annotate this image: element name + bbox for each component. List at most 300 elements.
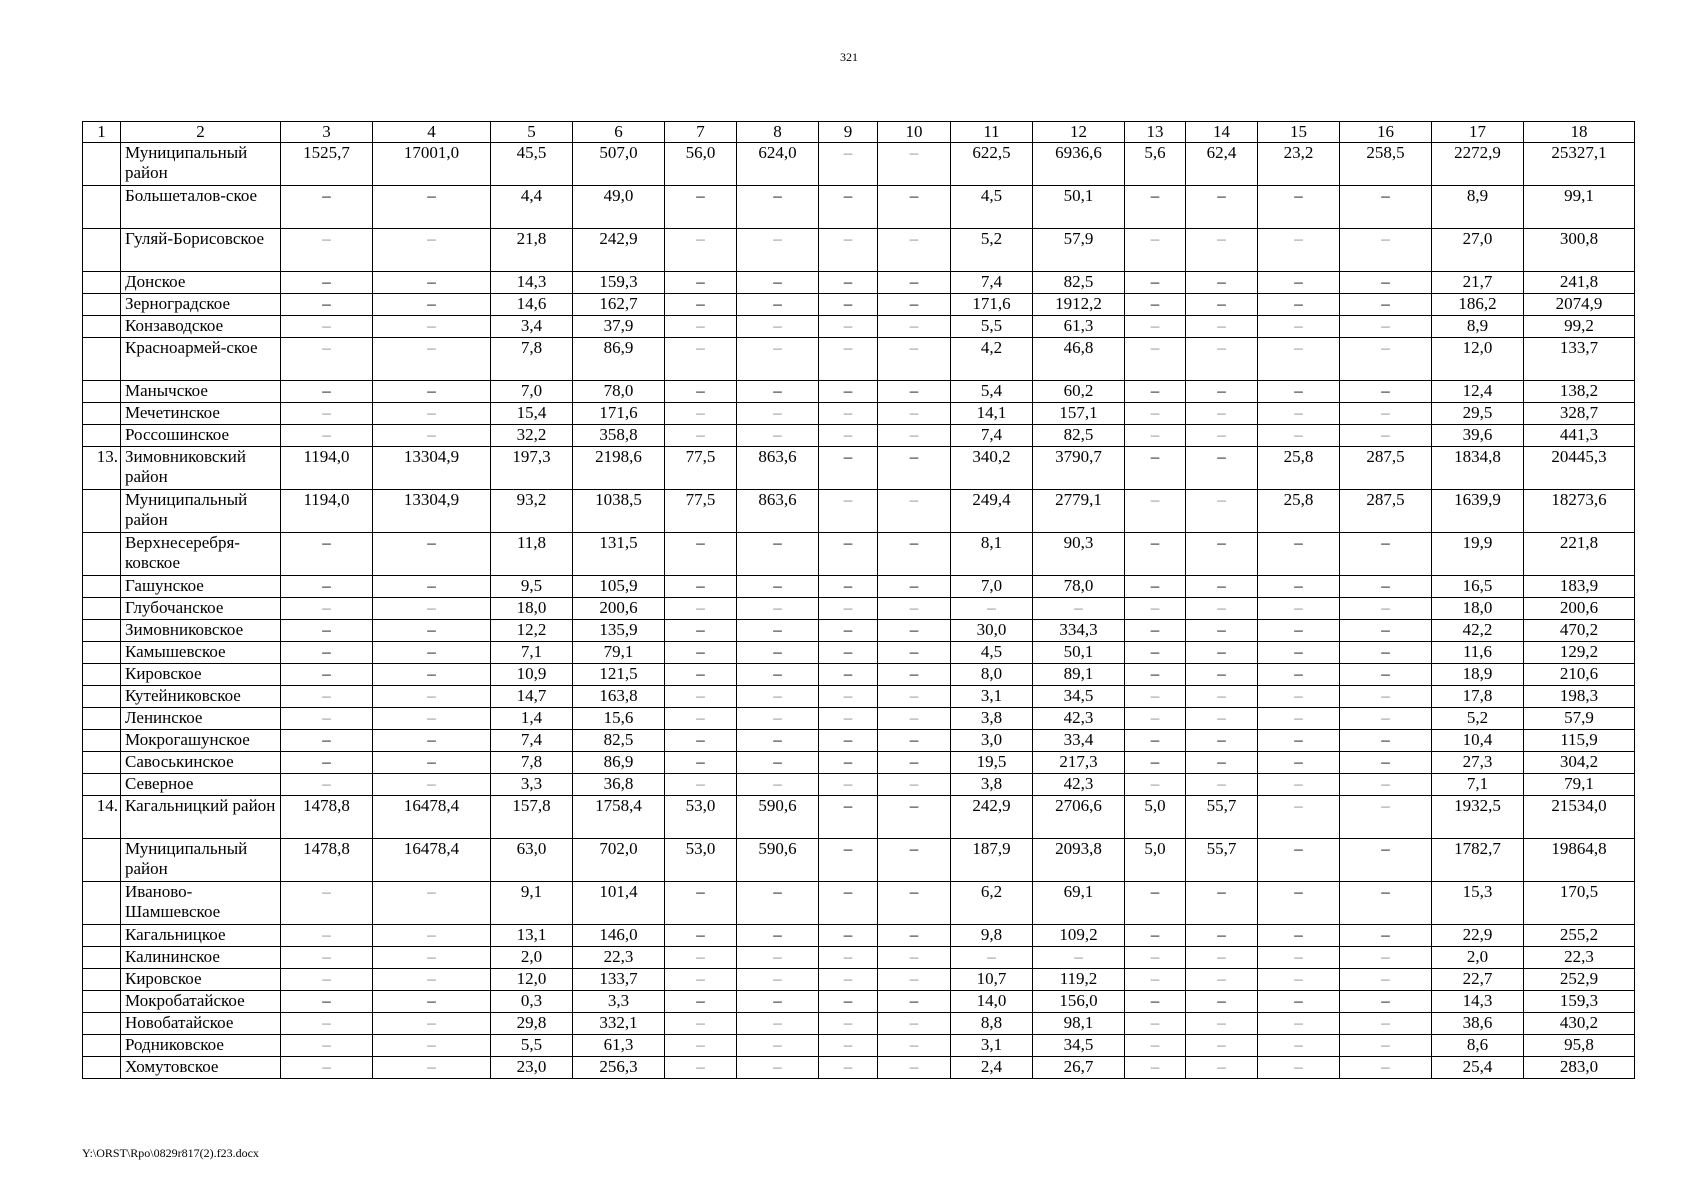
table-cell: 38,6 bbox=[1432, 1013, 1524, 1035]
table-cell: – bbox=[373, 642, 491, 664]
table-cell: – bbox=[1186, 316, 1258, 338]
column-header: 6 bbox=[573, 122, 665, 143]
table-cell: 19,5 bbox=[951, 752, 1033, 774]
table-cell: – bbox=[1258, 925, 1340, 947]
table-cell: 4,4 bbox=[491, 186, 573, 229]
table-cell: – bbox=[878, 642, 951, 664]
table-cell: – bbox=[878, 991, 951, 1013]
table-cell: 6936,6 bbox=[1033, 143, 1125, 186]
table-cell: 157,8 bbox=[491, 796, 573, 839]
table-cell: 1782,7 bbox=[1432, 839, 1524, 882]
table-cell: – bbox=[1340, 1013, 1432, 1035]
table-cell: – bbox=[819, 796, 878, 839]
table-cell: – bbox=[1186, 991, 1258, 1013]
table-cell: 332,1 bbox=[573, 1013, 665, 1035]
table-cell: – bbox=[373, 316, 491, 338]
table-cell: 77,5 bbox=[665, 447, 737, 490]
table-cell: – bbox=[878, 490, 951, 533]
column-header: 15 bbox=[1258, 122, 1340, 143]
table-cell: – bbox=[1258, 796, 1340, 839]
table-cell: 6,2 bbox=[951, 882, 1033, 925]
table-cell: – bbox=[819, 620, 878, 642]
table-cell: – bbox=[281, 620, 373, 642]
row-name: Северное bbox=[121, 774, 281, 796]
table-cell: – bbox=[1340, 664, 1432, 686]
table-cell: – bbox=[878, 969, 951, 991]
table-cell: – bbox=[1258, 839, 1340, 882]
table-cell: 186,2 bbox=[1432, 294, 1524, 316]
row-name: Конзаводское bbox=[121, 316, 281, 338]
table-cell: – bbox=[665, 1035, 737, 1057]
table-cell: – bbox=[1033, 947, 1125, 969]
table-cell: 131,5 bbox=[573, 533, 665, 576]
table-cell: – bbox=[281, 882, 373, 925]
table-cell: – bbox=[819, 229, 878, 272]
table-cell: – bbox=[1186, 969, 1258, 991]
table-cell: – bbox=[373, 1035, 491, 1057]
column-header: 13 bbox=[1125, 122, 1186, 143]
table-cell: – bbox=[281, 969, 373, 991]
table-cell: 2706,6 bbox=[1033, 796, 1125, 839]
row-index bbox=[83, 316, 121, 338]
table-row bbox=[83, 686, 1635, 708]
table-cell: – bbox=[665, 338, 737, 381]
column-header: 4 bbox=[373, 122, 491, 143]
table-cell: 8,9 bbox=[1432, 186, 1524, 229]
table-cell: 14,3 bbox=[1432, 991, 1524, 1013]
table-row bbox=[83, 1035, 1635, 1057]
table-cell: – bbox=[1186, 533, 1258, 576]
table-cell: – bbox=[1125, 533, 1186, 576]
table-cell: 99,1 bbox=[1524, 186, 1635, 229]
table-cell: 1478,8 bbox=[281, 839, 373, 882]
table-cell: – bbox=[373, 620, 491, 642]
table-cell: – bbox=[1258, 1013, 1340, 1035]
column-header: 9 bbox=[819, 122, 878, 143]
row-index bbox=[83, 381, 121, 403]
table-cell: 1525,7 bbox=[281, 143, 373, 186]
row-index bbox=[83, 229, 121, 272]
row-index bbox=[83, 664, 121, 686]
table-cell: – bbox=[1125, 1035, 1186, 1057]
table-cell: 18,0 bbox=[1432, 598, 1524, 620]
table-cell: 55,7 bbox=[1186, 796, 1258, 839]
table-cell: – bbox=[1125, 403, 1186, 425]
table-cell: 61,3 bbox=[573, 1035, 665, 1057]
table-cell: – bbox=[1340, 403, 1432, 425]
table-cell: – bbox=[1340, 598, 1432, 620]
table-cell: – bbox=[737, 947, 819, 969]
table-cell: 1194,0 bbox=[281, 490, 373, 533]
table-cell: – bbox=[1340, 991, 1432, 1013]
table-cell: – bbox=[373, 229, 491, 272]
table-cell: – bbox=[737, 969, 819, 991]
table-cell: – bbox=[281, 1057, 373, 1079]
table-cell: – bbox=[737, 752, 819, 774]
table-cell: – bbox=[1125, 969, 1186, 991]
table-cell: 19864,8 bbox=[1524, 839, 1635, 882]
table-cell: – bbox=[1125, 186, 1186, 229]
table-cell: – bbox=[373, 752, 491, 774]
table-cell: 18,0 bbox=[491, 598, 573, 620]
row-index: 13. bbox=[83, 447, 121, 490]
table-cell: – bbox=[737, 664, 819, 686]
row-index bbox=[83, 642, 121, 664]
table-cell: – bbox=[1186, 1035, 1258, 1057]
table-row bbox=[83, 925, 1635, 947]
table-row bbox=[83, 796, 1635, 839]
table-cell: 60,2 bbox=[1033, 381, 1125, 403]
row-index bbox=[83, 839, 121, 882]
table-cell: – bbox=[1258, 338, 1340, 381]
table-cell: – bbox=[665, 533, 737, 576]
table-cell: – bbox=[1258, 316, 1340, 338]
table-cell: 25,8 bbox=[1258, 447, 1340, 490]
table-cell: – bbox=[1258, 381, 1340, 403]
table-cell: 50,1 bbox=[1033, 186, 1125, 229]
row-index bbox=[83, 294, 121, 316]
table-cell: – bbox=[373, 664, 491, 686]
table-cell: 7,4 bbox=[951, 272, 1033, 294]
table-row bbox=[83, 447, 1635, 490]
table-cell: – bbox=[878, 425, 951, 447]
table-cell: – bbox=[1258, 664, 1340, 686]
table-cell: 37,9 bbox=[573, 316, 665, 338]
table-cell: 13304,9 bbox=[373, 447, 491, 490]
table-cell: – bbox=[819, 1057, 878, 1079]
table-cell: 1932,5 bbox=[1432, 796, 1524, 839]
table-cell: 22,9 bbox=[1432, 925, 1524, 947]
table-cell: – bbox=[819, 447, 878, 490]
table-cell: 55,7 bbox=[1186, 839, 1258, 882]
table-cell: 7,4 bbox=[951, 425, 1033, 447]
table-cell: – bbox=[1125, 620, 1186, 642]
table-header-row bbox=[83, 122, 1635, 143]
table-cell: 17,8 bbox=[1432, 686, 1524, 708]
table-cell: – bbox=[281, 272, 373, 294]
row-index bbox=[83, 272, 121, 294]
table-cell: – bbox=[878, 598, 951, 620]
table-cell: – bbox=[737, 686, 819, 708]
table-cell: – bbox=[1340, 1057, 1432, 1079]
row-name: Кутейниковское bbox=[121, 686, 281, 708]
table-cell: – bbox=[1186, 882, 1258, 925]
row-index bbox=[83, 991, 121, 1013]
table-cell: 82,5 bbox=[1033, 425, 1125, 447]
table-cell: – bbox=[1125, 991, 1186, 1013]
table-cell: – bbox=[665, 664, 737, 686]
row-name: Савоськинское bbox=[121, 752, 281, 774]
row-index bbox=[83, 1057, 121, 1079]
table-cell: 86,9 bbox=[573, 752, 665, 774]
table-cell: 25,8 bbox=[1258, 490, 1340, 533]
table-cell: – bbox=[281, 708, 373, 730]
table-cell: – bbox=[1186, 925, 1258, 947]
table-cell: 300,8 bbox=[1524, 229, 1635, 272]
table-cell: 702,0 bbox=[573, 839, 665, 882]
table-cell: – bbox=[737, 316, 819, 338]
table-cell: 57,9 bbox=[1033, 229, 1125, 272]
row-index bbox=[83, 143, 121, 186]
table-cell: 10,9 bbox=[491, 664, 573, 686]
table-cell: – bbox=[819, 708, 878, 730]
row-index bbox=[83, 947, 121, 969]
table-cell: – bbox=[819, 774, 878, 796]
table-cell: – bbox=[737, 991, 819, 1013]
table-cell: – bbox=[1340, 381, 1432, 403]
table-cell: 13,1 bbox=[491, 925, 573, 947]
table-cell: – bbox=[1125, 272, 1186, 294]
table-cell: – bbox=[665, 925, 737, 947]
table-cell: – bbox=[665, 708, 737, 730]
table-cell: 470,2 bbox=[1524, 620, 1635, 642]
table-cell: – bbox=[373, 1057, 491, 1079]
table-cell: – bbox=[1186, 186, 1258, 229]
table-cell: – bbox=[1125, 316, 1186, 338]
row-name: Мокрогашунское bbox=[121, 730, 281, 752]
table-cell: – bbox=[373, 969, 491, 991]
table-cell: – bbox=[665, 1013, 737, 1035]
table-cell: – bbox=[665, 752, 737, 774]
table-cell: 50,1 bbox=[1033, 642, 1125, 664]
row-name: Манычское bbox=[121, 381, 281, 403]
table-cell: 10,7 bbox=[951, 969, 1033, 991]
table-cell: – bbox=[1186, 294, 1258, 316]
table-cell: – bbox=[281, 381, 373, 403]
data-table bbox=[82, 121, 1635, 1079]
column-header: 1 bbox=[83, 122, 121, 143]
table-cell: – bbox=[1258, 1035, 1340, 1057]
table-cell: – bbox=[1125, 774, 1186, 796]
table-cell: – bbox=[1258, 642, 1340, 664]
table-cell: – bbox=[1340, 576, 1432, 598]
table-cell: – bbox=[878, 708, 951, 730]
row-index bbox=[83, 598, 121, 620]
table-cell: 242,9 bbox=[951, 796, 1033, 839]
table-cell: – bbox=[373, 272, 491, 294]
table-cell: – bbox=[1125, 730, 1186, 752]
table-cell: 129,2 bbox=[1524, 642, 1635, 664]
table-cell: – bbox=[1258, 272, 1340, 294]
row-index bbox=[83, 425, 121, 447]
table-cell: – bbox=[1125, 338, 1186, 381]
table-cell: 18,9 bbox=[1432, 664, 1524, 686]
table-cell: – bbox=[819, 381, 878, 403]
table-cell: – bbox=[1125, 752, 1186, 774]
table-cell: – bbox=[281, 598, 373, 620]
table-cell: – bbox=[1125, 294, 1186, 316]
table-cell: – bbox=[281, 186, 373, 229]
table-cell: 1,4 bbox=[491, 708, 573, 730]
table-cell: – bbox=[737, 533, 819, 576]
table-row bbox=[83, 425, 1635, 447]
table-cell: 4,5 bbox=[951, 642, 1033, 664]
column-header: 2 bbox=[121, 122, 281, 143]
row-name: Мечетинское bbox=[121, 403, 281, 425]
row-name: Донское bbox=[121, 272, 281, 294]
table-cell: 25327,1 bbox=[1524, 143, 1635, 186]
table-cell: – bbox=[1258, 708, 1340, 730]
table-cell: 2,0 bbox=[1432, 947, 1524, 969]
table-cell: – bbox=[878, 294, 951, 316]
column-header: 12 bbox=[1033, 122, 1125, 143]
table-cell: – bbox=[665, 947, 737, 969]
table-cell: 23,0 bbox=[491, 1057, 573, 1079]
table-cell: – bbox=[373, 925, 491, 947]
file-path-footer: Y:\ORST\Rpo\0829r817(2).f23.docx bbox=[82, 1146, 259, 1160]
table-cell: 7,1 bbox=[491, 642, 573, 664]
table-cell: 36,8 bbox=[573, 774, 665, 796]
table-cell: 304,2 bbox=[1524, 752, 1635, 774]
row-index bbox=[83, 730, 121, 752]
table-row bbox=[83, 294, 1635, 316]
table-cell: – bbox=[1125, 664, 1186, 686]
table-cell: – bbox=[878, 381, 951, 403]
table-cell: 20445,3 bbox=[1524, 447, 1635, 490]
table-cell: 2074,9 bbox=[1524, 294, 1635, 316]
row-index bbox=[83, 969, 121, 991]
table-cell: – bbox=[878, 774, 951, 796]
table-cell: – bbox=[373, 381, 491, 403]
table-cell: 99,2 bbox=[1524, 316, 1635, 338]
table-cell: – bbox=[819, 969, 878, 991]
table-cell: 159,3 bbox=[1524, 991, 1635, 1013]
table-cell: 34,5 bbox=[1033, 1035, 1125, 1057]
table-cell: – bbox=[737, 642, 819, 664]
table-cell: – bbox=[1340, 533, 1432, 576]
table-cell: 42,3 bbox=[1033, 774, 1125, 796]
column-header: 18 bbox=[1524, 122, 1635, 143]
table-cell: – bbox=[819, 533, 878, 576]
table-cell: 5,2 bbox=[951, 229, 1033, 272]
table-cell: 162,7 bbox=[573, 294, 665, 316]
table-row bbox=[83, 272, 1635, 294]
table-cell: 200,6 bbox=[1524, 598, 1635, 620]
table-cell: 12,4 bbox=[1432, 381, 1524, 403]
table-cell: 171,6 bbox=[951, 294, 1033, 316]
row-name: Зерноградское bbox=[121, 294, 281, 316]
table-cell: 170,5 bbox=[1524, 882, 1635, 925]
table-cell: – bbox=[665, 642, 737, 664]
table-row bbox=[83, 991, 1635, 1013]
table-cell: – bbox=[951, 598, 1033, 620]
table-cell: – bbox=[819, 425, 878, 447]
table-cell: 95,8 bbox=[1524, 1035, 1635, 1057]
table-cell: 14,7 bbox=[491, 686, 573, 708]
table-row bbox=[83, 620, 1635, 642]
table-cell: – bbox=[281, 664, 373, 686]
row-name: Иваново-Шамшевское bbox=[121, 882, 281, 925]
table-cell: – bbox=[281, 991, 373, 1013]
table-cell: 198,3 bbox=[1524, 686, 1635, 708]
table-cell: 3,8 bbox=[951, 708, 1033, 730]
table-cell: – bbox=[281, 338, 373, 381]
table-cell: – bbox=[1340, 229, 1432, 272]
table-cell: 0,3 bbox=[491, 991, 573, 1013]
table-row bbox=[83, 752, 1635, 774]
row-index bbox=[83, 686, 121, 708]
row-index bbox=[83, 403, 121, 425]
table-cell: – bbox=[819, 947, 878, 969]
table-cell: – bbox=[281, 642, 373, 664]
table-cell: – bbox=[1258, 686, 1340, 708]
table-cell: – bbox=[1340, 1035, 1432, 1057]
table-cell: – bbox=[1125, 381, 1186, 403]
table-cell: 7,0 bbox=[951, 576, 1033, 598]
table-cell: 12,0 bbox=[491, 969, 573, 991]
row-index bbox=[83, 1035, 121, 1057]
table-cell: – bbox=[819, 991, 878, 1013]
table-cell: – bbox=[819, 598, 878, 620]
row-name: Муниципальный район bbox=[121, 839, 281, 882]
table-cell: 255,2 bbox=[1524, 925, 1635, 947]
table-cell: – bbox=[1186, 664, 1258, 686]
table-cell: – bbox=[737, 708, 819, 730]
table-cell: 441,3 bbox=[1524, 425, 1635, 447]
row-index bbox=[83, 186, 121, 229]
table-cell: 42,2 bbox=[1432, 620, 1524, 642]
table-cell: – bbox=[1125, 1057, 1186, 1079]
row-index bbox=[83, 576, 121, 598]
table-cell: 21,7 bbox=[1432, 272, 1524, 294]
table-cell: 242,9 bbox=[573, 229, 665, 272]
table-cell: – bbox=[281, 1035, 373, 1057]
row-index bbox=[83, 338, 121, 381]
table-cell: – bbox=[819, 664, 878, 686]
table-cell: – bbox=[281, 403, 373, 425]
table-cell: – bbox=[819, 839, 878, 882]
table-cell: – bbox=[373, 294, 491, 316]
table-cell: 7,8 bbox=[491, 752, 573, 774]
table-cell: 5,5 bbox=[491, 1035, 573, 1057]
table-cell: – bbox=[1186, 229, 1258, 272]
table-cell: – bbox=[281, 947, 373, 969]
table-cell: – bbox=[819, 338, 878, 381]
table-cell: 78,0 bbox=[1033, 576, 1125, 598]
table-cell: – bbox=[665, 272, 737, 294]
row-name: Муниципальный район bbox=[121, 143, 281, 186]
table-cell: – bbox=[373, 576, 491, 598]
table-cell: – bbox=[281, 533, 373, 576]
table-cell: 4,5 bbox=[951, 186, 1033, 229]
table-cell: – bbox=[373, 991, 491, 1013]
table-cell: 12,0 bbox=[1432, 338, 1524, 381]
table-cell: 9,5 bbox=[491, 576, 573, 598]
table-cell: 19,9 bbox=[1432, 533, 1524, 576]
table-cell: – bbox=[737, 1013, 819, 1035]
table-cell: 45,5 bbox=[491, 143, 573, 186]
table-cell: – bbox=[878, 229, 951, 272]
table-cell: – bbox=[281, 774, 373, 796]
table-cell: – bbox=[665, 229, 737, 272]
table-row bbox=[83, 229, 1635, 272]
table-cell: – bbox=[1340, 752, 1432, 774]
table-cell: 98,1 bbox=[1033, 1013, 1125, 1035]
table-cell: – bbox=[737, 774, 819, 796]
table-cell: 3,4 bbox=[491, 316, 573, 338]
table-cell: – bbox=[737, 598, 819, 620]
table-cell: – bbox=[665, 774, 737, 796]
table-cell: 49,0 bbox=[573, 186, 665, 229]
table-cell: 430,2 bbox=[1524, 1013, 1635, 1035]
table-cell: – bbox=[878, 947, 951, 969]
table-cell: 183,9 bbox=[1524, 576, 1635, 598]
table-cell: – bbox=[1340, 882, 1432, 925]
table-row bbox=[83, 1013, 1635, 1035]
row-name: Калининское bbox=[121, 947, 281, 969]
table-cell: 33,4 bbox=[1033, 730, 1125, 752]
table-cell: 29,5 bbox=[1432, 403, 1524, 425]
